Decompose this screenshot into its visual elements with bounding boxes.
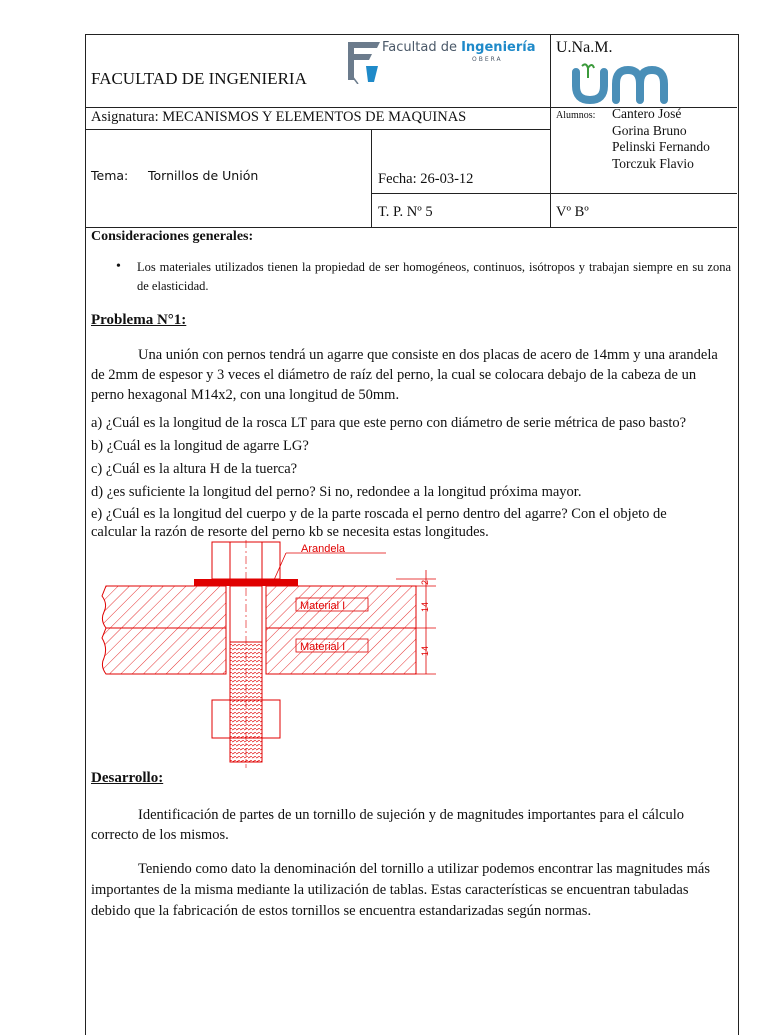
label-material-2: Material I xyxy=(300,641,346,653)
fi-logo-icon xyxy=(344,38,384,84)
considerations-bullet: Los materiales utilizados tienen la propiedad de ser homogéneos, continuos, isótropos y trabajan siempre en su zona de elasticidad. xyxy=(137,260,731,293)
grid-line xyxy=(371,193,737,194)
logo-text-1: Facultad de xyxy=(382,40,457,55)
logo-sub: OBERA xyxy=(472,56,503,63)
question-b: b) ¿Cuál es la longitud de agarre LG? xyxy=(91,438,309,454)
dim-14-bottom: 14 xyxy=(420,645,430,656)
grid-line xyxy=(85,227,737,228)
alumno-name: Pelinski Fernando xyxy=(612,139,710,154)
tp-number: T. P. Nº 5 xyxy=(378,204,433,220)
question-c: c) ¿Cuál es la altura H de la tuerca? xyxy=(91,461,298,477)
considerations-title: Consideraciones generales: xyxy=(91,229,254,244)
alumnos-list xyxy=(612,106,710,172)
grid-line xyxy=(550,34,551,227)
logo-text-2: Ingeniería xyxy=(461,40,536,55)
faculty-logo xyxy=(344,38,536,84)
label-arandela: Arandela xyxy=(301,543,346,555)
university-name: U.Na.M. xyxy=(556,39,613,56)
tema-value: Tornillos de Unión xyxy=(148,168,259,183)
desarrollo-p2: Teniendo como dato la denominación del tornillo a utilizar podemos encontrar las magnitudes más importantes de la misma mediante la utilización de tablas. Estas características se encuentran tabuladas debido que la fabricación de estos tornillos se encuentra estandarizadas según normas. xyxy=(91,861,710,919)
dim-2: 2 xyxy=(420,579,430,585)
question-e: e) ¿Cuál es la longitud del cuerpo y de la parte roscada el perno dentro del agarre? Con el objeto de xyxy=(91,506,667,522)
grid-line xyxy=(371,129,372,227)
question-a: a) ¿Cuál es la longitud de la rosca LT para que este perno con diámetro de serie métrica de paso basto? xyxy=(91,415,687,431)
unam-logo xyxy=(566,60,686,106)
question-e-cont: calcular la razón de resorte del perno kb se necesita estas longitudes. xyxy=(91,524,489,540)
desarrollo-p1: Identificación de partes de un tornillo de sujeción y de magnitudes importantes para el cálculo correcto de los mismos. xyxy=(91,807,684,843)
label-material-1: Material I xyxy=(300,600,346,612)
visto-bueno: Vº Bº xyxy=(556,204,589,220)
desarrollo-title: Desarrollo: xyxy=(91,770,164,786)
tema-label: Tema: xyxy=(91,168,129,183)
alumnos-label: Alumnos: xyxy=(556,110,596,121)
problem-title: Problema N°1: xyxy=(91,312,187,328)
alumno-name: Torczuk Flavio xyxy=(612,155,694,171)
grid-line xyxy=(85,129,550,130)
unam-logo-icon xyxy=(566,60,686,106)
alumno-name: Cantero José xyxy=(612,106,682,121)
question-d: d) ¿es suficiente la longitud del perno? Si no, redondee a la longitud próxima mayor. xyxy=(91,484,582,500)
bolt-joint-drawing xyxy=(96,540,446,770)
fecha: Fecha: 26-03-12 xyxy=(378,171,474,187)
bullet-marker: • xyxy=(116,259,121,274)
asignatura: Asignatura: MECANISMOS Y ELEMENTOS DE MAQUINAS xyxy=(91,109,467,125)
faculty-title: FACULTAD DE INGENIERIA xyxy=(91,69,307,88)
problem-intro: Una unión con pernos tendrá un agarre que consiste en dos placas de acero de 14mm y una arandela de 2mm de espesor y 3 veces el diámetro de raíz del perno, la cual se colocara debajo de la cabeza de un perno hexagonal M14x2, con una longitud de 50mm. xyxy=(91,347,718,403)
dim-14-top: 14 xyxy=(420,601,430,612)
alumno-name: Gorina Bruno xyxy=(612,122,687,138)
